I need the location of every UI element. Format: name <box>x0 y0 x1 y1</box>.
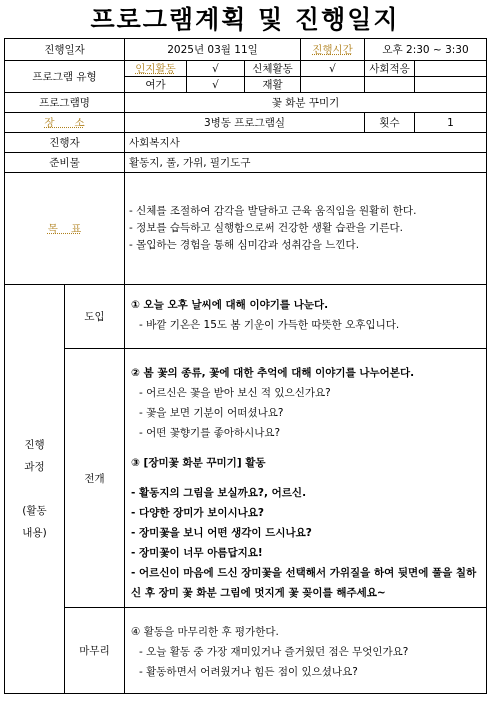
intro-line: - 바깥 기온은 15도 봄 기운이 가득한 따뜻한 오후입니다. <box>139 319 400 331</box>
date-label: 진행일자 <box>5 39 125 61</box>
type-empty-1 <box>365 77 415 93</box>
process-label: 진행 과정 (활동 내용) <box>5 285 65 694</box>
date-value: 2025년 03월 11일 <box>125 39 301 61</box>
main-line-bold: - 장미꽃을 보니 어떤 생각이 드시나요? <box>131 527 312 539</box>
main-line: - 어르신은 꽃을 받아 보신 적 있으신가요? <box>139 387 331 399</box>
main-closing-line: - 어르신이 마음에 드신 장미꽃을 선택해서 가위질을 하여 뒷면에 풀을 칠하신 후 장미 꽃 화분 그림에 멋지게 꽃 꽂이를 해주세요~ <box>131 567 477 599</box>
program-name-row <box>5 93 487 113</box>
main-line-bold: - 다양한 장미가 보이시나요? <box>131 507 265 519</box>
type-name-rehab: 재활 <box>245 77 301 93</box>
type-row-1 <box>5 61 487 77</box>
intro-heading: ① 오늘 오후 날씨에 대해 이야기를 나눈다. <box>131 299 329 311</box>
main-content <box>125 349 487 608</box>
wrap-line: - 오늘 활동 중 가장 재미있거나 즐거웠던 점은 무엇인가요? <box>139 646 409 658</box>
leader-value: 사회복지사 <box>125 133 487 153</box>
type-name-physical: 신체활동 <box>245 61 301 77</box>
main-heading-2: ③ [장미꽃 화분 꾸미기] 활동 <box>131 457 266 469</box>
wrap-content <box>125 608 487 694</box>
leader-label: 진행자 <box>5 133 125 153</box>
program-name-label: 프로그램명 <box>5 93 125 113</box>
supplies-row <box>5 153 487 173</box>
goal-list <box>125 173 487 285</box>
type-name-social: 사회적응 <box>365 61 415 77</box>
main-label: 전개 <box>65 349 125 608</box>
document-title: 프로그램계획 및 진행일지 <box>90 5 400 34</box>
intro-label: 도입 <box>65 285 125 349</box>
time-label: 진행시간 <box>301 39 365 61</box>
goal-row <box>5 173 487 285</box>
type-mark-cognitive: √ <box>187 61 245 77</box>
process-intro-row <box>5 285 487 349</box>
date-row <box>5 39 487 61</box>
main-line: - 꽃을 보면 기분이 어떠셨나요? <box>139 407 284 419</box>
count-label: 횟수 <box>365 113 415 133</box>
wrap-heading: ④ 활동을 마무리한 후 평가한다. <box>131 626 279 638</box>
place-value: 3병동 프로그램실 <box>125 113 365 133</box>
type-name-leisure: 여가 <box>125 77 187 93</box>
type-mark-physical: √ <box>301 61 365 77</box>
time-value: 오후 2:30 ~ 3:30 <box>365 39 487 61</box>
place-label: 장 소 <box>5 113 125 133</box>
count-value: 1 <box>415 113 487 133</box>
type-mark-rehab <box>301 77 365 93</box>
process-main-row <box>5 349 487 608</box>
supplies-value: 활동지, 풀, 가위, 필기도구 <box>125 153 487 173</box>
supplies-label: 준비물 <box>5 153 125 173</box>
wrap-line: - 활동하면서 어려웠거나 힘든 점이 있으셨나요? <box>139 666 358 678</box>
wrap-label: 마무리 <box>65 608 125 694</box>
main-line: - 어떤 꽃향기를 좋아하시나요? <box>139 427 281 439</box>
leader-row <box>5 133 487 153</box>
program-name-value: 꽃 화분 꾸미기 <box>125 93 487 113</box>
type-mark-leisure: √ <box>187 77 245 93</box>
type-name-cognitive: 인지활동 <box>125 61 187 77</box>
main-line-bold: - 활동지의 그림을 보실까요?, 어르신. <box>131 487 307 499</box>
goal-item: - 몰입하는 경험을 통해 심미감과 성취감을 느낀다. <box>129 239 360 251</box>
place-row <box>5 113 487 133</box>
type-empty-2 <box>415 77 487 93</box>
process-wrap-row <box>5 608 487 694</box>
type-label: 프로그램 유형 <box>5 61 125 93</box>
intro-content <box>125 285 487 349</box>
program-plan-table <box>4 38 487 694</box>
goal-item: - 정보를 습득하고 실행함으로써 건강한 생활 습관을 기른다. <box>129 222 403 234</box>
main-line-bold: - 장미꽃이 너무 아름답지요! <box>131 547 263 559</box>
main-heading-1: ② 봄 꽃의 종류, 꽃에 대한 추억에 대해 이야기를 나누어본다. <box>131 367 415 379</box>
type-mark-social <box>415 61 487 77</box>
goal-label: 목 표 <box>5 173 125 285</box>
goal-item: - 신체를 조절하여 감각을 발달하고 근육 움직임을 원활히 한다. <box>129 205 417 217</box>
